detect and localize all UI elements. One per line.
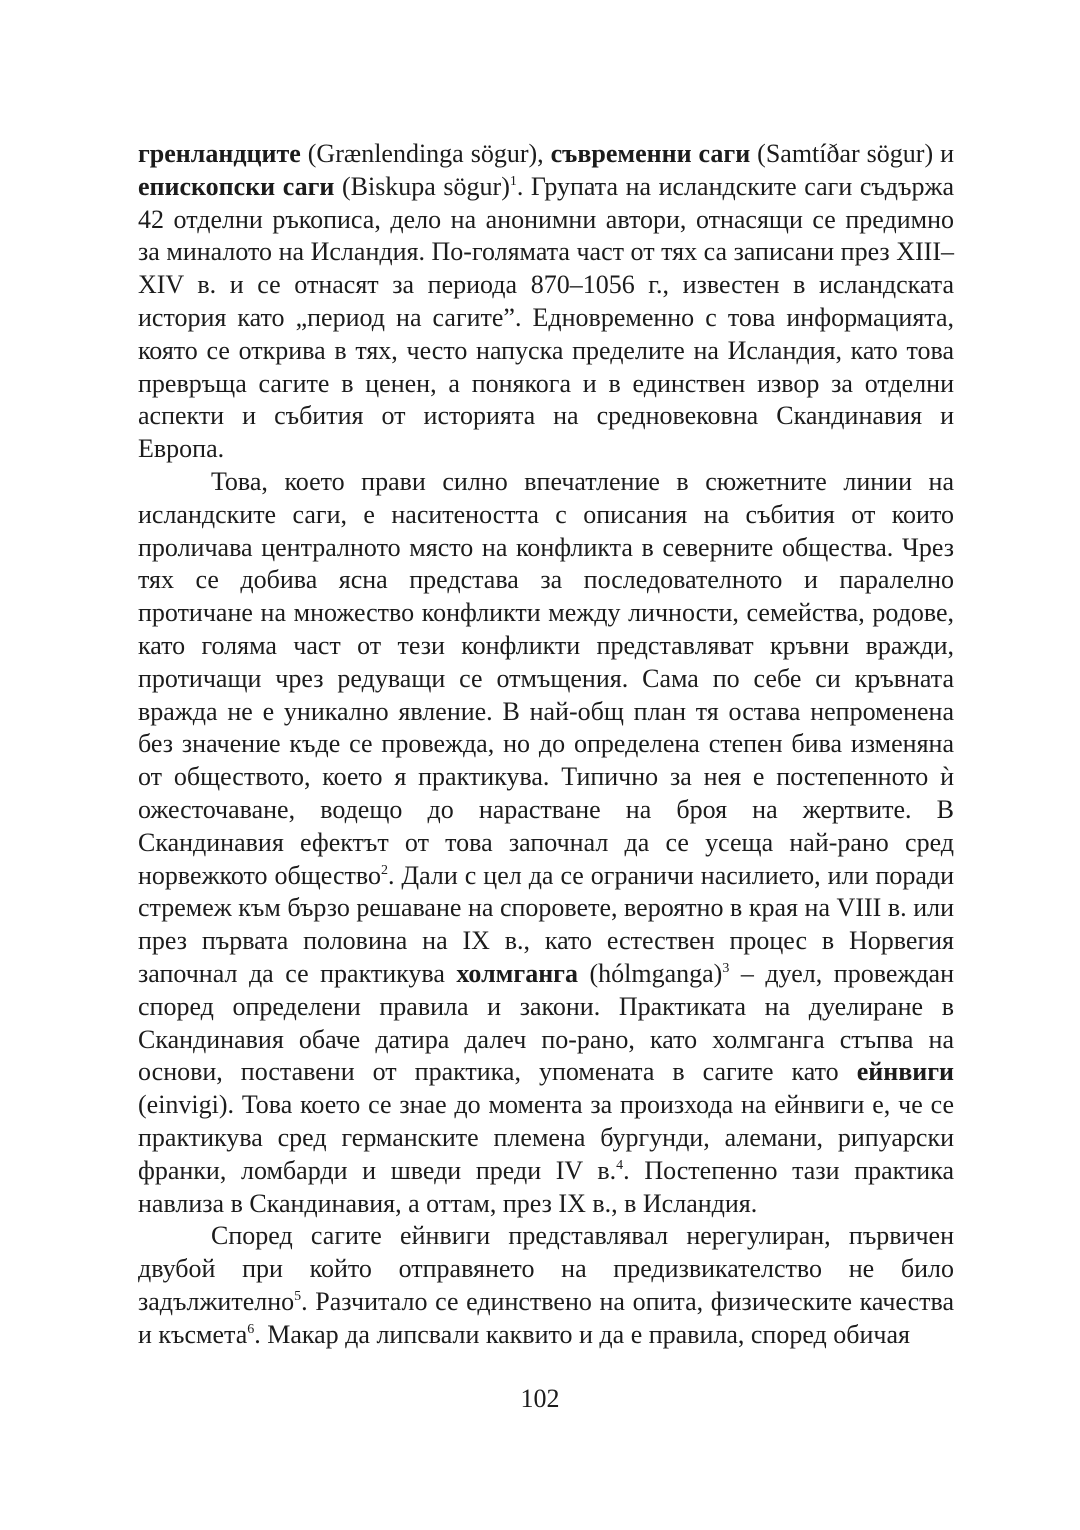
paragraph (138, 466, 954, 1220)
page-number: 102 (520, 1384, 560, 1413)
bold-term: съвременни саги (550, 139, 751, 168)
paragraph (138, 1220, 954, 1351)
text-run: (hólmganga) (577, 958, 723, 988)
text-run: . Макар да липсвали каквито и да е правила, според обичая (254, 1319, 910, 1349)
text-run: (Samtíðar sögur) и (750, 139, 954, 168)
bold-term: ейнвиги (856, 1057, 954, 1087)
page-body (138, 138, 954, 1351)
text-run: . Постепенно тази практика навлиза в Скандинавия, а оттам, през IX в., в Исландия. (138, 1155, 954, 1218)
footnote-marker: 6 (247, 1321, 255, 1337)
text-run: Това, което прави силно впечатление в сюжетните линии на исландските саги, е наситеността с описания на събития от които проличава централното място на конфликта в северните общества. Чрез тях се добива ясна представа за последователното и паралелно протичане на множество конфликти между личности, семейства, родове, като голяма част от тези конфликти представляват кръвни вражди, протичащи чрез редуващи се отмъщения. Сама по себе си кръвната вражда не е уникално явление. В най-общ план тя остава непроменена без значение къде се провежда, но до определена степен бива изменяна от обществото, което я практикува. Типично за нея е постепенното ѝ ожесточаване, водещо до нарастване на броя на жертвите. В Скандинавия ефектът от това започнал да се усеща най-рано сред норвежкото общество (138, 466, 954, 890)
footnote-marker: 4 (616, 1157, 624, 1173)
bold-term: епископски саги (138, 171, 335, 201)
text-run: (Grænlendinga sögur), (300, 139, 551, 168)
text-run: . Групата на исландските саги съдържа 42 отделни ръкописа, дело на анонимни автори, отнасящи се предимно за миналото на Исландия. По-голямата част от тях са записани през XIII–XIV в. и се отнасят за периода 870–1056 г., известен в исландската история като „период на сагите”. Едновременно с това информацията, която се открива в тях, често напуска пределите на Исландия, като това превръща сагите в ценен, а понякога и в единствен извор за отделни аспекти и събития от историята на средновековна Скандинавия и Европа. (138, 171, 954, 464)
paragraphs (138, 138, 954, 1351)
bold-term: холмганга (456, 958, 578, 988)
text-run: Според сагите ейнвиги представлявал нерегулиран, първичен двубой при който отправянето на предизвикателство не било задължително (138, 1221, 954, 1316)
footnote-marker: 1 (509, 174, 517, 189)
footnote-marker: 3 (722, 961, 730, 977)
text-run: . Дали с цел да се ограничи насилието, или поради стремеж към бързо решаване на споровете, вероятно в края на VIII в. или през първата половина на IX в., като естествен процес в Норвегия започнал да се практикува (138, 860, 955, 988)
footnote-marker: 2 (380, 862, 388, 878)
bold-term: гренландците (138, 139, 301, 168)
text-run: . Разчитало се единствено на опита, физическите качества и късмета (138, 1286, 954, 1349)
paragraph (138, 138, 954, 466)
footnote-marker: 5 (294, 1289, 302, 1305)
text-run: (einvigi). Това което се знае до момента за произхода на ейнвиги е, че се практикува сред германските племена бургунди, алемани, рипуарски франки, ломбарди и шведи преди IV в. (138, 1090, 954, 1185)
text-run: – дуел, провеждан според определени правила и закони. Практиката на дуелиране в Скандинавия обаче датира далеч по-рано, като холмганга стъпва на основи, поставени от практика, упомената в сагите като (138, 958, 955, 1087)
text-run: (Biskupa sögur) (334, 171, 510, 201)
